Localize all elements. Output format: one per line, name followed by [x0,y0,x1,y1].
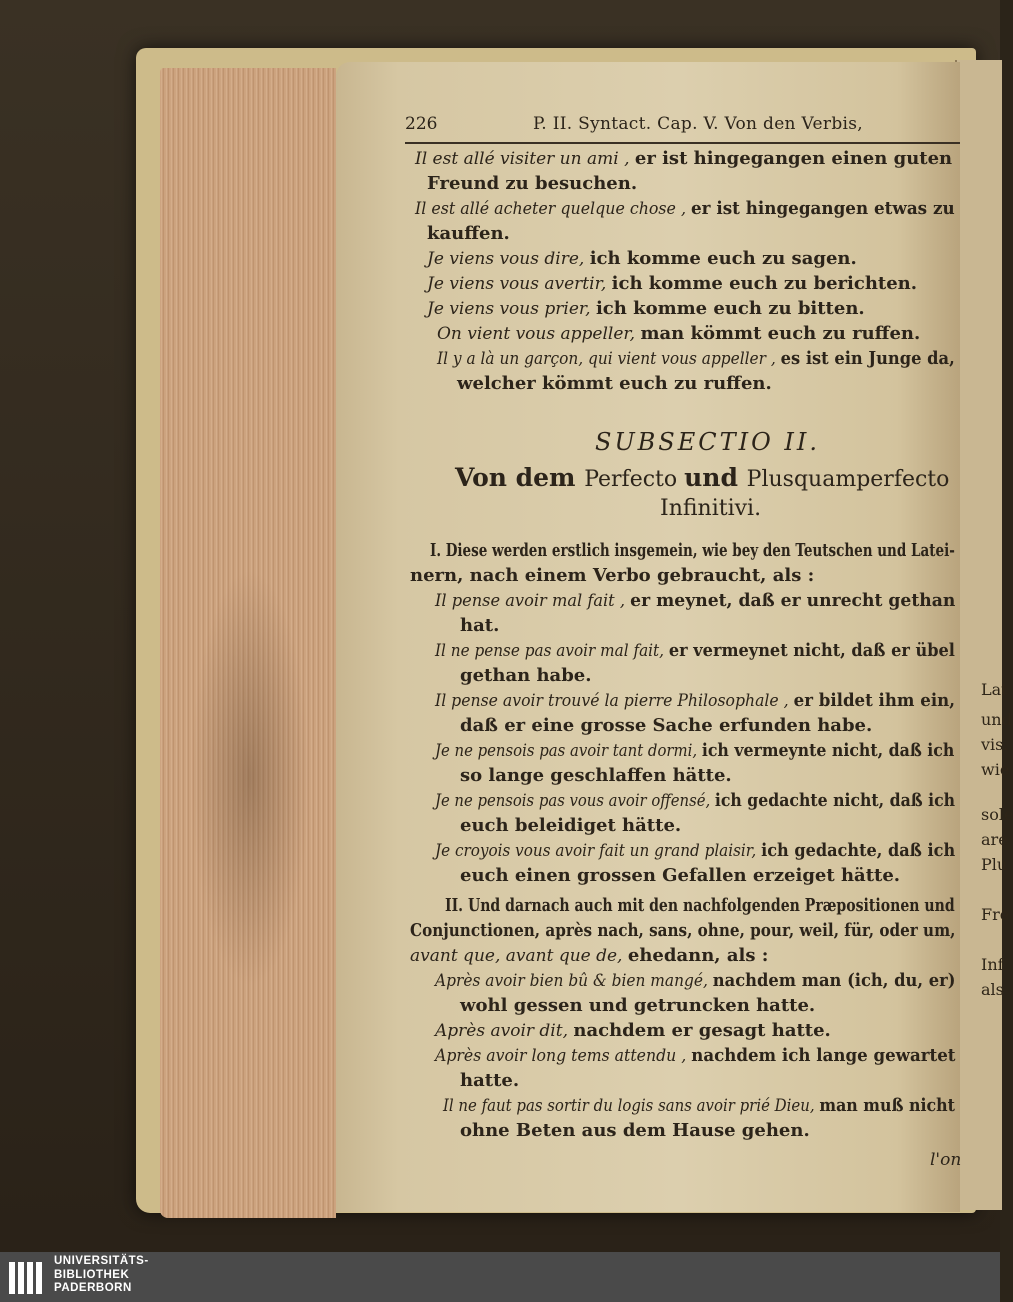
german-translation: II. Und darnach auch mit den nachfolgenden Præpositionen und [445,895,955,916]
german-translation: man muß nicht [819,1095,955,1116]
text-line [435,590,955,611]
french-phrase: Je viens vous avertir, [427,274,612,294]
text-line [460,1070,519,1091]
text-line [410,565,814,586]
subsection-title [455,463,949,492]
text-line [427,173,637,194]
french-phrase: Il y a là un garçon, qui vient vous appeller , [437,349,781,369]
german-translation: er ist hingegangen einen guten [634,148,953,169]
facing-page-fragment: vis. [981,735,1009,754]
subsection-title-line-2 [660,496,761,521]
german-translation: er vermeynet nicht, daß er übel [668,640,955,661]
title-part: Plusquamperfecto [746,467,950,492]
german-translation: nachdem ich lange gewartet [691,1045,956,1066]
title-part: Perfecto [584,467,685,492]
german-translation: man kömmt euch zu ruffen. [640,323,921,344]
german-translation: daß er eine grosse Sache erfunden habe. [460,715,873,736]
facing-page-fragment: Inf [981,955,1004,974]
facing-page-fragment: sole [981,805,1013,824]
text-line [435,1045,955,1066]
french-phrase: Il pense avoir mal fait , [435,591,631,611]
french-phrase: Après avoir bien bû & bien mangé, [435,971,713,991]
text-line [435,970,955,991]
french-phrase: Il est allé acheter quelque chose , [415,199,692,219]
text-line [427,248,857,269]
text-line [460,715,872,736]
french-phrase: Je ne pensois pas avoir tant dormi, [435,741,702,761]
title-part: Von dem [455,463,585,492]
german-translation: nachdem er gesagt hatte. [573,1020,831,1041]
facing-page-fragment: und [981,710,1012,729]
german-translation: so lange geschlaffen hätte. [460,765,732,786]
facing-page [955,60,1013,1210]
text-line [443,1095,955,1116]
text-line [415,198,955,219]
text-line [435,640,955,661]
text-line [460,765,732,786]
text-line [410,920,955,941]
german-translation: hat. [460,615,500,636]
text-line [460,865,900,886]
french-phrase: Je viens vous dire, [427,249,590,269]
facing-page-fragment: are [981,830,1008,849]
text-line [435,1020,831,1041]
text-line [410,945,768,966]
german-translation: I. Diese werden erstlich insgemein, wie bey den Teutschen und Latei- [430,540,955,561]
german-translation: ohne Beten aus dem Hause gehen. [460,1120,810,1141]
text-line [430,540,955,561]
text-line [457,373,772,394]
german-translation: Conjunctionen, après nach, sans, ohne, pour, weil, für, oder um, [410,920,956,941]
french-phrase: Je croyois vous avoir fait un grand plaisir, [435,841,762,861]
german-translation: hatte. [460,1070,520,1091]
german-translation: nern, nach einem Verbo gebraucht, als : [410,565,815,586]
text-line [437,323,920,344]
french-phrase: avant que, avant que de, [410,946,628,966]
facing-page-fragment: Plu [981,855,1008,874]
french-phrase: Après avoir long tems attendu , [435,1046,692,1066]
german-translation: euch beleidiget hätte. [460,815,682,836]
text-line [445,895,955,916]
catchword: l'on [930,1150,962,1170]
french-phrase: Il ne faut pas sortir du logis sans avoir prié Dieu, [443,1096,820,1116]
german-translation: kauffen. [427,223,510,244]
german-translation: wohl gessen und getruncken hatte. [460,995,816,1016]
text-line [427,298,865,319]
german-translation: er meynet, daß er unrecht gethan [630,590,956,611]
french-phrase: Il ne pense pas avoir mal fait, [435,641,669,661]
title-part: Infinitivi. [660,496,762,521]
facing-page-fragment: wie [981,760,1010,779]
facing-page-fragment: Lat [981,680,1008,699]
library-line-2: BIBLIOTHEK [54,1268,130,1281]
text-line [460,995,815,1016]
french-phrase: Je ne pensois pas vous avoir offensé, [435,791,715,811]
library-line-3: PADERBORN [54,1282,132,1294]
facing-page-fragment: als [981,980,1004,999]
french-phrase: On vient vous appeller, [437,324,641,344]
german-translation: er ist hingegangen etwas zu [691,198,955,219]
german-translation: ich komme euch zu bitten. [595,298,865,319]
text-line [435,690,955,711]
german-translation: ich komme euch zu berichten. [611,273,918,294]
german-translation: Freund zu besuchen. [427,173,638,194]
german-translation: ich gedachte nicht, daß ich [714,790,956,811]
french-phrase: Il est allé visiter un ami , [415,149,635,169]
facing-page-fragment: Fre [981,905,1010,924]
text-line [427,273,917,294]
running-title: P. II. Syntact. Cap. V. Von den Verbis, [533,114,863,134]
page-edges [160,68,336,1218]
text-line [435,740,954,761]
text-line [415,148,952,169]
text-line [460,665,592,686]
german-translation: ich gedachte, daß ich [761,840,956,861]
text-line [460,815,681,836]
title-part: und [684,463,747,492]
german-translation: gethan habe. [460,665,592,686]
german-translation: ich komme euch zu sagen. [589,248,857,269]
german-translation: nachdem man (ich, du, er) [712,970,956,991]
text-line [437,348,955,369]
french-phrase: Après avoir dit, [435,1021,574,1041]
library-footer [0,1252,1000,1302]
page-text [405,108,962,1170]
stain [190,568,310,988]
text-line [435,790,955,811]
german-translation: ehedann, als : [627,945,769,966]
library-line-1: UNIVERSITÄTS- [54,1255,149,1267]
french-phrase: Je viens vous prier, [427,299,596,319]
german-translation: er bildet ihm ein, [793,690,955,711]
page-number: 226 [405,114,438,134]
german-translation: es ist ein Junge da, [780,348,955,369]
text-line [427,223,510,244]
german-translation: euch einen grossen Gefallen erzeiget hätte. [460,865,901,886]
library-name [54,1255,149,1296]
library-logo-icon [6,1256,48,1298]
text-line [435,840,955,861]
german-translation: welcher kömmt euch zu ruffen. [457,373,772,394]
german-translation: ich vermeynte nicht, daß ich [701,740,955,761]
subsection-heading: SUBSECTIO II. [595,428,821,456]
text-line [460,1120,810,1141]
french-phrase: Il pense avoir trouvé la pierre Philosophale , [435,691,794,711]
text-line [460,615,499,636]
page-header [405,108,960,144]
